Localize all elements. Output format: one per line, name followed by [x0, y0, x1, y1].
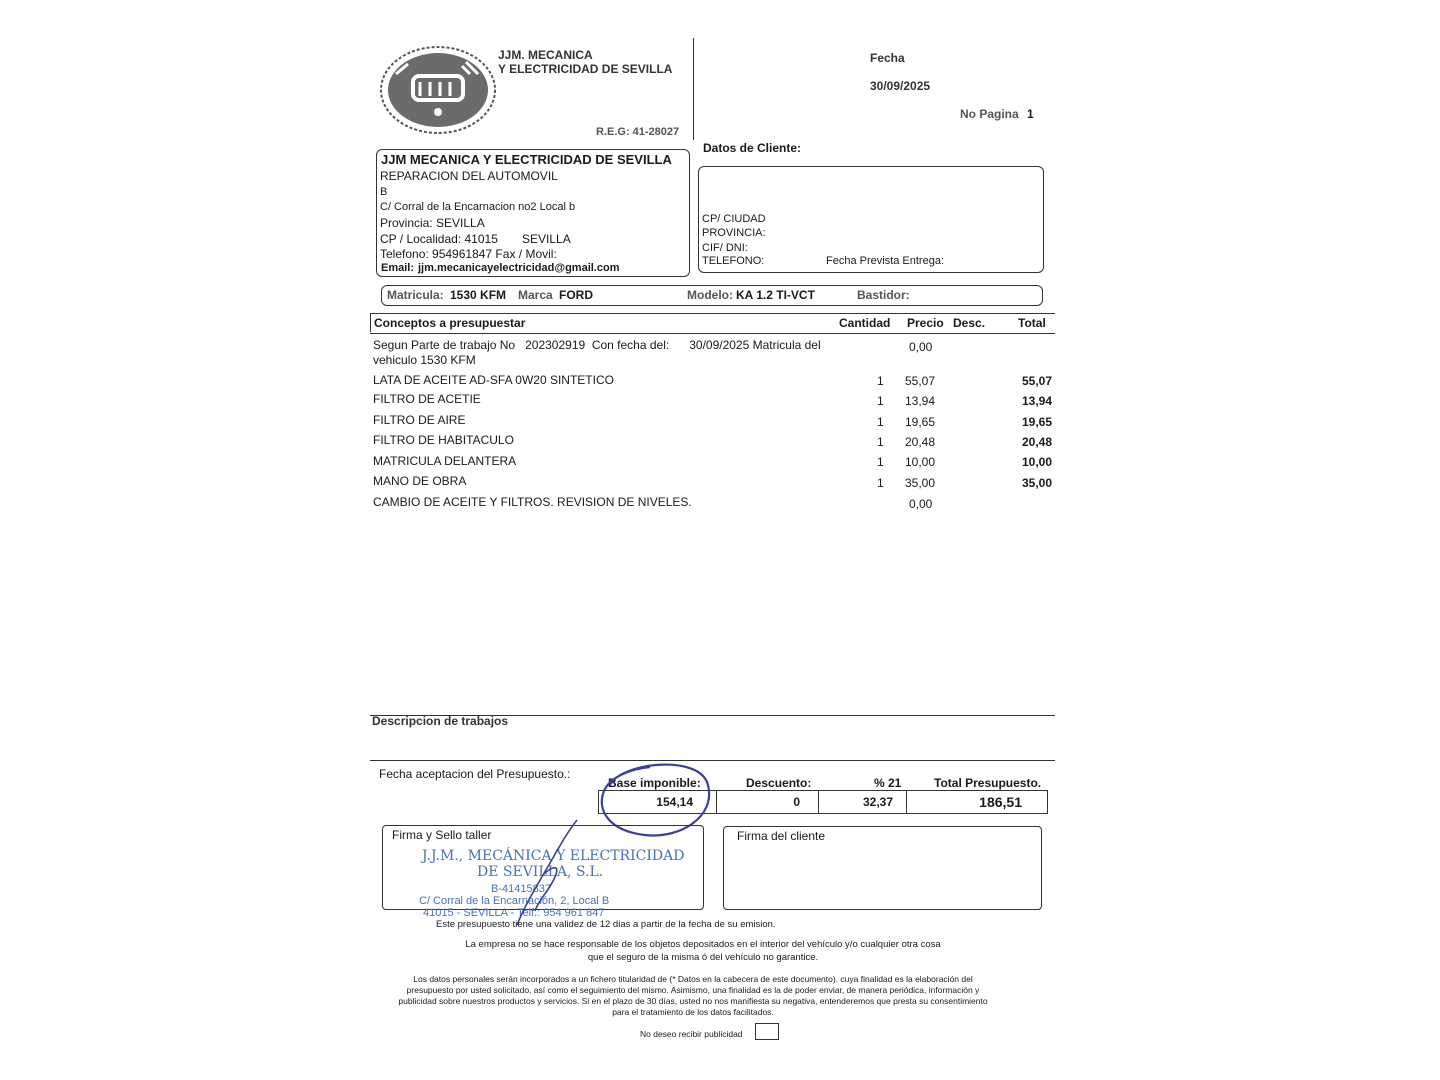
stamp-line-2: DE SEVILLA, S.L. — [477, 864, 604, 880]
validez-text: Este presupuesto tiene una validez de 12 dias a partir de la fecha de su emision. — [436, 919, 776, 930]
fecha-aceptacion: Fecha aceptacion del Presupuesto.: — [379, 767, 571, 781]
cliente-telefono: TELEFONO: — [702, 255, 765, 267]
header-conceptos: Conceptos a presupuestar — [374, 316, 526, 330]
pagina-value: 1 — [1027, 107, 1034, 121]
row-precio: 20,48 — [905, 435, 936, 449]
publicidad-label: No deseo recibir publicidad — [640, 1029, 743, 1039]
row-concepto: MANO DE OBRA — [373, 474, 467, 488]
row-precio: 35,00 — [905, 476, 936, 490]
base-value: 154,14 — [656, 795, 693, 809]
marca-value: FORD — [559, 288, 593, 302]
row-precio: 13,94 — [905, 394, 936, 408]
company-provincia: Provincia: SEVILLA — [380, 216, 485, 230]
header-total: Total — [1018, 316, 1046, 330]
row-precio: 19,65 — [905, 415, 936, 429]
stamp-line-3: B-41415837 — [491, 883, 551, 895]
row-concepto: FILTRO DE ACETIE — [373, 392, 481, 406]
row-total: 35,00 — [1021, 476, 1052, 490]
row-total: 20,48 — [1021, 435, 1052, 449]
rgpd-line-4: para el tratamiento de los datos facilitados. — [612, 1007, 774, 1017]
company-logo — [378, 44, 498, 136]
cliente-cp: CP/ CIUDAD — [702, 213, 766, 225]
matricula-value: 1530 KFM — [450, 288, 507, 302]
row-concepto: MATRICULA DELANTERA — [373, 454, 517, 468]
intro-precio: 0,00 — [909, 340, 933, 354]
company-email-label: Email: — [381, 262, 415, 274]
company-logo-name-2: Y ELECTRICIDAD DE SEVILLA — [498, 62, 673, 76]
publicidad-checkbox[interactable] — [755, 1023, 779, 1040]
base-label: Base imponible: — [608, 776, 701, 790]
total-value: 186,51 — [979, 794, 1022, 810]
responsabilidad-line-1: La empresa no se hace responsable de los objetos depositados en el interior del vehículo y/o cualquier otra cosa — [465, 939, 941, 950]
table-header-concepts-box — [370, 313, 371, 332]
row-precio: 10,00 — [905, 455, 936, 469]
intro-line-1: Segun Parte de trabajo No 202302919 Con fecha del: 30/09/2025 Matricula del — [373, 338, 821, 352]
total-label: Total Presupuesto. — [934, 776, 1042, 790]
row-cantidad: 1 — [877, 455, 884, 469]
company-activity: REPARACION DEL AUTOMOVIL — [380, 169, 558, 183]
row-cantidad: 1 — [877, 476, 884, 490]
row-total: 19,65 — [1021, 415, 1052, 429]
company-address: C/ Corral de la Encarnacion no2 Local b — [380, 201, 576, 213]
header-desc: Desc. — [953, 316, 986, 330]
stamp-line-1: J.J.M., MECÁNICA Y ELECTRICIDAD — [422, 848, 685, 864]
rgpd-line-3: publicidad sobre nuestros productos y servicios. Si en el plazo de 30 días, usted no nos manifiesta su negativa, entenderemos que presta su consentimiento — [398, 996, 988, 1006]
modelo-value: KA 1.2 TI-VCT — [736, 288, 815, 302]
row-total: 13,94 — [1021, 394, 1052, 408]
header-precio: Precio — [907, 316, 944, 330]
firma-cliente-label: Firma del cliente — [737, 829, 826, 843]
fecha-label: Fecha — [870, 51, 905, 65]
stamp-line-4: C/ Corral de la Encarnación, 2, Local B — [419, 895, 610, 907]
row-concepto: FILTRO DE AIRE — [373, 413, 466, 427]
firma-taller-label: Firma y Sello taller — [392, 828, 492, 842]
pagina-label: No Pagina — [960, 107, 1019, 121]
header-divider — [693, 38, 694, 140]
company-reg: R.E.G: 41-28027 — [596, 126, 680, 138]
descripcion-title: Descripcion de trabajos — [372, 714, 509, 728]
matricula-label: Matricula: — [387, 288, 444, 302]
row-concepto: LATA DE ACEITE AD-SFA 0W20 SINTETICO — [373, 373, 614, 387]
final-line: CAMBIO DE ACEITE Y FILTROS. REVISION DE NIVELES. — [373, 495, 692, 509]
row-cantidad: 1 — [877, 415, 884, 429]
cliente-fecha-entrega: Fecha Prevista Entrega: — [826, 255, 945, 267]
descuento-label: Descuento: — [746, 776, 812, 790]
rgpd-line-1: Los datos personales serán incorporados a un fichero titularidad de (* Datos en la cabecera de este documento). cuya finalidad es la elaboración del — [413, 974, 973, 984]
iva-value: 32,37 — [862, 795, 893, 809]
company-email: jjm.mecanicayelectricidad@gmail.com — [418, 262, 620, 274]
totals-divider-2 — [818, 790, 819, 814]
header-cantidad: Cantidad — [839, 316, 891, 330]
company-logo-name-1: JJM. MECANICA — [498, 48, 593, 62]
row-total: 55,07 — [1021, 374, 1052, 388]
row-cantidad: 1 — [877, 394, 884, 408]
totals-divider-3 — [906, 790, 907, 814]
stamp-line-5: 41015 - SEVILLA - Telf.: 954 961 847 — [423, 907, 605, 919]
bastidor-label: Bastidor: — [857, 288, 910, 302]
handwritten-signature — [495, 815, 605, 935]
iva-label: % 21 — [874, 776, 902, 790]
company-telefono: Telefono: 954961847 Fax / Movil: — [380, 247, 557, 261]
row-cantidad: 1 — [877, 435, 884, 449]
cliente-title: Datos de Cliente: — [703, 141, 802, 155]
row-total: 10,00 — [1021, 455, 1052, 469]
company-title: JJM MECANICA Y ELECTRICIDAD DE SEVILLA — [381, 152, 672, 167]
responsabilidad-line-2: que el seguro de la misma ó del vehículo no garantice. — [587, 952, 819, 963]
row-precio: 55,07 — [905, 374, 936, 388]
row-cantidad: 1 — [877, 374, 884, 388]
intro-line-2: vehiculo 1530 KFM — [373, 353, 476, 367]
fecha-value: 30/09/2025 — [870, 79, 931, 93]
cliente-cif: CIF/ DNI: — [702, 242, 748, 254]
final-precio: 0,00 — [909, 497, 933, 511]
rgpd-line-2: presupuesto por usted solicitado, así como el seguimiento del mismo. Asimismo, una finalidad es la de poder enviar, de manera periódica, información y — [406, 985, 980, 995]
modelo-label: Modelo: — [687, 288, 733, 302]
company-city: SEVILLA — [522, 232, 571, 246]
company-cp: CP / Localidad: 41015 — [380, 232, 498, 246]
row-concepto: FILTRO DE HABITACULO — [373, 433, 514, 447]
descuento-value: 0 — [793, 795, 800, 809]
cliente-provincia: PROVINCIA: — [702, 227, 766, 239]
company-cif: B — [380, 186, 388, 198]
marca-label: Marca — [518, 288, 553, 302]
